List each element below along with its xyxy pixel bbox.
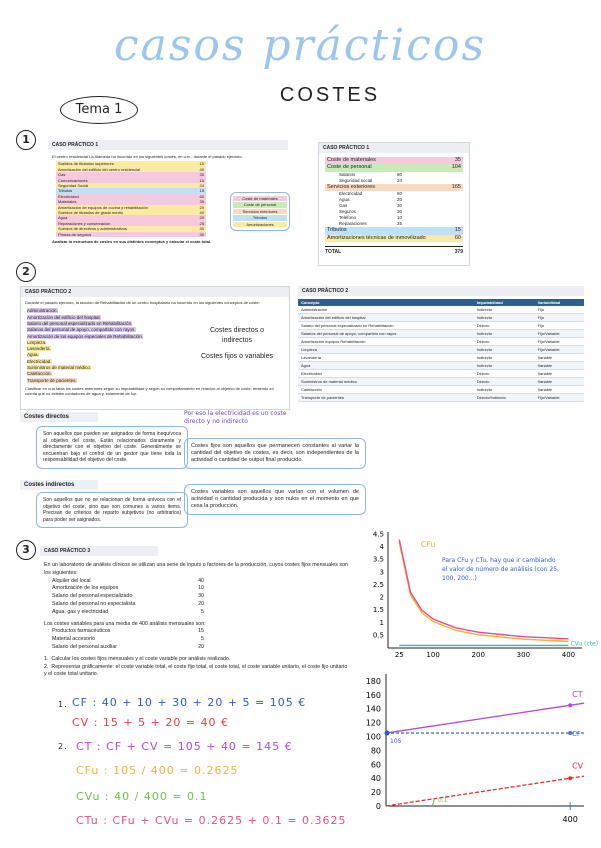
section-number: 2 (16, 262, 36, 282)
table-cell: Directo (474, 370, 535, 378)
cost-item (44, 601, 204, 609)
series-line (399, 540, 568, 639)
card-title: CASO PRÁCTICO 1 (48, 140, 288, 150)
table-cell: Salario del personal especializado en Rehabilitación (298, 322, 474, 330)
concept-label: Salarios del personal de apoyo, compartido con rayos. (27, 327, 136, 333)
classification-note (196, 326, 278, 362)
cost-label: Reparaciones y conservación (58, 220, 111, 226)
summary-value: 30 (397, 203, 403, 209)
question-2: 2. Representar gráficamente: el coste variable total, el coste fijo total, el coste total, el coste variable unitario, el coste fijo unitario y el coste total unitario. (44, 663, 348, 678)
cost-label: Salario del personal no especialista (52, 600, 136, 607)
case3-statement-card (40, 546, 352, 696)
data-point (568, 776, 572, 780)
cost-label: Seguridad Social (58, 183, 89, 189)
question-1: 1. Calcular los costes fijos mensuales y el coste variable por análisis realizado. (44, 655, 231, 662)
table-cell: Directo (474, 378, 535, 386)
total-value: 379 (454, 249, 463, 256)
table-cell: Indirecto (474, 314, 535, 322)
y-tick-label: 2.5 (372, 580, 384, 589)
table-cell: Indirecto (474, 306, 535, 314)
total-row (325, 246, 463, 255)
y-tick-label: 120 (365, 718, 381, 728)
column-header: Imputabilidad (474, 299, 535, 306)
summary-label: Seguridad social (339, 177, 373, 183)
variable-intro: Los costes variables para una media de 400 análisis mensuales son: (44, 620, 206, 627)
cost-row (56, 232, 206, 237)
data-point (385, 731, 390, 736)
table-cell: Fijo (535, 322, 584, 330)
table-cell: Lavandería (298, 354, 474, 362)
series-label: CF (572, 730, 581, 739)
cost-item (44, 578, 204, 586)
table-row (298, 378, 584, 386)
summary-label: Seguros (339, 209, 356, 215)
cost-value: 30 (199, 231, 204, 237)
table-cell: Variable (535, 362, 584, 370)
page-title: casos prácticos (113, 20, 487, 71)
concept-label: Salario del personal especializado en Rehabilitación. (27, 321, 133, 326)
card-title: CASO PRÁCTICO 3 (40, 546, 158, 556)
table-cell: Variable (535, 370, 584, 378)
summary-value: 35 (454, 157, 461, 163)
summary-item (325, 164, 463, 171)
x-tick-label: 400 (562, 815, 578, 824)
table-cell: Suministros de material médico (298, 378, 474, 386)
table-cell: Amortización del edificio del hospital (298, 314, 474, 322)
handwritten-note: Por eso la electricidad es un coste directo y no indirecto (184, 410, 287, 425)
case1-question: Analizar la estructura de costes en sus distintos conceptos y calcular el coste total. (52, 239, 212, 245)
table-cell: Directo/Indirecto (474, 394, 535, 402)
table-cell: Fijo/Variable (535, 330, 584, 338)
concept-label: Agua. (27, 352, 39, 358)
calc-1-label: 1. (58, 700, 68, 709)
variables-definition: Costes variables son aquellos que varían con el volumen de actividad o cantidad producida y son nulos en el momento en que cesa la producción. (184, 484, 366, 515)
table-cell: Amortización equipos Rehabilitación (298, 338, 474, 346)
summary-value: 20 (397, 197, 403, 203)
cost-value: 40 (198, 577, 204, 584)
summary-value: 104 (451, 164, 461, 171)
summary-item (325, 157, 463, 164)
table-cell: Transporte de pacientes (298, 394, 474, 402)
cost-label: Tributos (58, 188, 73, 194)
cv-calculation: CV : 15 + 5 + 20 = 40 € (72, 716, 230, 729)
table-cell: Indirecto (474, 362, 535, 370)
table-cell: Indirecto (474, 354, 535, 362)
directos-label: Costes directos (20, 412, 98, 422)
card-intro: Durante el pasado ejercicio, la sección de Rehabilitación de un centro hospitalario ha incurrido en los siguientes conceptos de coste: (25, 300, 260, 305)
cost-label: Agua (58, 215, 68, 221)
cost-item (44, 636, 204, 644)
concept-label: Transporte de pacientes. (27, 377, 77, 383)
summary-label: Servicios exteriores (327, 183, 375, 190)
cost-value: 15 (199, 188, 204, 194)
summary-label: Teléfono (339, 215, 357, 221)
summary-value: 25 (397, 221, 403, 227)
y-tick-label: 40 (370, 774, 381, 784)
summary-label: Reparaciones (339, 221, 367, 227)
summary-label: Coste de materiales (327, 157, 376, 163)
concept-label: Amortización del edificio del hospital. (27, 314, 101, 320)
table-row (298, 330, 584, 338)
y-tick-label: 3 (379, 568, 384, 577)
summary-label: Tributos (327, 227, 347, 234)
y-tick-label: 100 (365, 732, 381, 742)
series-label: CT (572, 690, 583, 700)
section-number: 1 (16, 130, 36, 150)
table-row (298, 386, 584, 394)
ct-calculation: CT : CF + CV = 105 + 40 = 145 € (76, 740, 293, 753)
x-tick-label: 400 (561, 651, 576, 659)
table-row (298, 322, 584, 330)
summary-value: 80 (397, 171, 403, 177)
legend-item: Servicios exteriores (233, 209, 287, 214)
table-row (298, 354, 584, 362)
page-subtitle: COSTES (279, 84, 381, 106)
table-cell: Directo (474, 338, 535, 346)
x-tick-label: 200 (471, 651, 485, 659)
case1-solution-card (318, 142, 470, 266)
summary-label: Coste de personal (327, 164, 372, 171)
unit-cost-chart (360, 526, 599, 666)
y-tick-label: 80 (370, 746, 381, 756)
series-label: CFu (420, 540, 436, 550)
classification-table (298, 299, 584, 402)
concept-label: Administración. (27, 308, 58, 314)
y-tick-label: 20 (370, 788, 381, 798)
cost-value: 10 (198, 585, 204, 592)
summary-value: 15 (454, 227, 461, 234)
cost-value: 15 (199, 161, 204, 167)
summary-value: 165 (451, 183, 461, 190)
classification-line-1: Costes directos o indirectos (209, 327, 265, 344)
table-cell: Fijo (535, 306, 584, 314)
ctu-calculation: CTu : CFu + CVu = 0.2625 + 0.1 = 0.3625 (76, 814, 347, 827)
y-tick-label: 4 (379, 543, 384, 552)
cost-value: 15 (199, 177, 204, 183)
y-tick-label: 60 (370, 760, 381, 770)
cost-label: Amortización del edificio del centro residencial (58, 166, 141, 172)
card-title: CASO PRÁCTICO 1 (319, 143, 469, 153)
table-cell: Limpieza (298, 346, 474, 354)
fijos-definition: Costes fijos son aquellos que permanecen constantes al variar la cantidad del objetivo de costes, es decir, son independientes de la actividad o cantidad de output final producido. (184, 438, 366, 469)
cfu-calculation: CFu : 105 / 400 = 0.2625 (76, 764, 239, 777)
cost-value: 35 (199, 199, 204, 205)
directos-definition: Son aquellos que pueden ser asignados de forma inequívoca al objetivo del coste. Están relacionados claramente y directamente con el objetivo del coste. Generalmente se encuentran bajo el control de un gestor que tiene toda la responsabilidad del objetivo del coste. (36, 426, 188, 469)
cost-value: 30 (199, 226, 204, 232)
summary-item (325, 227, 463, 234)
topic-badge: Tema 1 (60, 96, 138, 124)
summary-item (325, 235, 463, 242)
y-tick-label: 4.5 (372, 530, 384, 539)
summary-label: Salarios (339, 171, 356, 177)
column-header: Variabilidad (535, 299, 584, 306)
cost-item (44, 628, 204, 636)
cost-value: 60 (199, 193, 204, 199)
chart-note: Para CFu y CTu, hay que ir cambiando el valor de número de análisis (con 25, 100, 200...) (442, 557, 559, 582)
cost-label: Agua, gas y electricidad (52, 608, 109, 615)
summary-value: 10 (397, 215, 403, 221)
cost-value: 5 (201, 608, 204, 615)
summary-value: 60 (454, 234, 461, 241)
table-row (298, 338, 584, 346)
table-row (298, 314, 584, 322)
indirectos-definition: Son aquellos que no se relacionan de forma unívoca con el objetivo del coste, sino que son comunes a varios items. Precisan de criterios de reparto subjetivos (no arbitrarios) para poder ser asignados. (36, 492, 188, 528)
calc-2-label: 2. (58, 742, 68, 751)
table-cell: Indirecto (474, 330, 535, 338)
cost-label: Electricidad (58, 193, 79, 199)
table-row (298, 306, 584, 314)
y-tick-label: 180 (365, 676, 381, 686)
cost-label: Sueldos de titulados de grado medio (58, 210, 123, 216)
legend-item: Coste de materiales (233, 196, 287, 201)
summary-label: Amortizaciones técnicas de inmovilizado (327, 234, 426, 241)
cost-list (56, 161, 206, 237)
y-tick-label: 3.5 (372, 555, 384, 564)
cost-label: Sueldos de titulados superiores (58, 161, 114, 167)
concept-label: Limpieza. (27, 339, 47, 345)
cost-label: Amortización de equipos de cocina y rehabilitación (58, 204, 148, 210)
table-row (298, 370, 584, 378)
cost-label: Sueldos de directivos y administrativos (58, 226, 127, 232)
cost-legend (230, 192, 290, 231)
cost-item (44, 609, 204, 617)
cost-label: Productos farmacéuticos (52, 628, 111, 635)
summary-value: 60 (397, 191, 403, 197)
column-header: Concepto (298, 299, 474, 306)
case2-table-card (298, 286, 584, 400)
table-cell: Administración (298, 306, 474, 314)
y-tick-label: 140 (365, 704, 381, 714)
concept-label: Electricidad. (27, 358, 52, 364)
summary-label: Gas (339, 203, 348, 209)
cost-label: Material accesorio (52, 636, 95, 643)
concept-label: Calefacción. (27, 371, 52, 377)
data-point (568, 703, 572, 707)
table-cell: Electricidad (298, 370, 474, 378)
summary-item (325, 184, 463, 191)
cost-label: Gas (58, 172, 66, 178)
concept-label: Suministros de material médico. (27, 365, 92, 371)
table-cell: Variable (535, 386, 584, 394)
cost-item (44, 644, 204, 652)
cost-value: 15 (198, 628, 204, 635)
cost-value: 20 (199, 204, 204, 210)
series-label: CVu (cte) (570, 640, 599, 648)
series-label: CV (572, 761, 584, 771)
cost-value: 24 (199, 183, 204, 189)
cost-label: Salario del personal especializado (52, 593, 133, 600)
series-line (386, 776, 584, 806)
card-intro: En un laboratorio de análisis clínicos se utilizan una serie de inputs o factores de la producción, cuyos costes fijos mensuales son los siguientes: (44, 562, 348, 576)
y-tick-label: 0.5 (372, 631, 384, 640)
concept-label: Amortización de los equipos especiales de Rehabilitación. (27, 333, 143, 339)
legend-item: Amortizaciones (233, 222, 287, 227)
cost-value: 20 (199, 215, 204, 221)
cost-value: 20 (198, 643, 204, 650)
cost-value: 40 (199, 210, 204, 216)
card-title: CASO PRÁCTICO 2 (21, 287, 289, 297)
table-cell: Fijo/Variable (535, 394, 584, 402)
table-cell: Variable (535, 378, 584, 386)
total-label: TOTAL (325, 249, 342, 256)
table-cell: Fijo/Variable (535, 346, 584, 354)
table-row (298, 362, 584, 370)
cost-label: Comunicaciones (58, 177, 88, 183)
table-cell: Indirecto (474, 346, 535, 354)
indirectos-label: Costes indirectos (20, 480, 98, 490)
cost-label: Amortización de los equipos (52, 585, 119, 592)
section-number: 3 (16, 540, 36, 560)
cost-label: Materiales (58, 199, 77, 205)
cost-value: 40 (199, 166, 204, 172)
slope-angle (432, 799, 434, 806)
y-tick-label: 160 (365, 690, 381, 700)
summary-label: Agua (339, 197, 350, 203)
summary-value: 30 (397, 209, 403, 215)
cost-label: Salario del personal auxiliar (52, 643, 118, 650)
y-tick-label: 1 (379, 618, 384, 627)
summary-value: 24 (397, 177, 403, 183)
slope-label: 0.1 (438, 797, 448, 804)
cost-value: 20 (198, 600, 204, 607)
total-cost-chart (360, 668, 590, 830)
y-tick-label: 2 (379, 593, 384, 602)
table-cell: Fijo/Variable (535, 338, 584, 346)
table-row (298, 346, 584, 354)
table-cell: Fijo (535, 314, 584, 322)
cost-item (44, 593, 204, 601)
legend-item: Tributos (233, 215, 287, 220)
cost-item (44, 585, 204, 593)
cf-calculation: CF : 40 + 10 + 30 + 20 + 5 = 105 € (72, 696, 307, 709)
table-cell: Variable (535, 354, 584, 362)
legend-item: Coste de personal (233, 202, 287, 207)
card-title: CASO PRÁCTICO 2 (298, 286, 584, 296)
table-cell: Calefacción (298, 386, 474, 394)
case2-question: Clasificar en una tabla los costes anteriores según su imputabilidad y según su comportamiento en relación al objetivo de coste, teniendo en cuenta que no existen contadores de agua y, solamente de luz. (25, 385, 274, 397)
classification-line-2: Costes fijos o variables (201, 353, 273, 360)
cost-label: Alquiler del local (52, 577, 91, 584)
table-cell: Indirecto (474, 386, 535, 394)
table-cell: Agua (298, 362, 474, 370)
series-line (386, 703, 584, 733)
cvu-calculation: CVu : 40 / 400 = 0.1 (76, 790, 208, 803)
table-row (298, 394, 584, 402)
table-cell: Directo (474, 322, 535, 330)
cost-value: 30 (198, 593, 204, 600)
point-label: 105 (390, 738, 402, 746)
y-tick-label: 0 (375, 802, 381, 811)
table-cell: Salarios del personal de apoyo, compartido con rayos (298, 330, 474, 338)
x-tick-label: 25 (394, 651, 404, 659)
cost-value: 30 (199, 172, 204, 178)
concept-label: Lavandería. (27, 346, 51, 352)
y-tick-label: 1.5 (372, 606, 384, 615)
summary-label: Electricidad (339, 191, 363, 197)
card-intro: El centro residencial La Alameda ha incurrido en los siguientes costes, en u.m., durante el pasado ejercicio: (52, 154, 243, 159)
x-tick-label: 300 (516, 651, 531, 659)
cost-value: 5 (201, 636, 204, 643)
cost-label: Primas de seguros (58, 231, 92, 237)
cost-value: 25 (199, 220, 204, 226)
x-tick-label: 100 (426, 651, 440, 659)
concept-item (27, 378, 202, 384)
